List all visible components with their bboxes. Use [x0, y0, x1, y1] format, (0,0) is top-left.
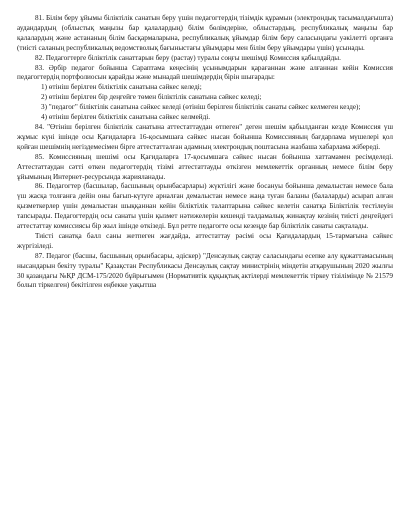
paragraph-85: 85. Комиссияның шешімі осы Қағидаларға 17-қосымшаға сәйкес нысан бойынша хаттамамен ресімделеді. Аттестаттаудан сәтті өткен педагогтердің тізімі аттестаттауды өткізген мемлекеттік органның немесе білім беру ұйымының Интернет-ресурсында жарияланады.: [17, 152, 393, 181]
paragraph-82: 82. Педагогтерге біліктілік санаттарын беру (растау) туралы соңғы шешімді Комиссия қабылдайды.: [35, 53, 341, 62]
list-item: 1) өтініш берілген біліктілік санатына сәйкес келеді;: [41, 83, 202, 92]
list-item: 4) өтініш берілген біліктілік санатына сәйкес келмейді.: [41, 113, 211, 122]
paragraph-84: 84. "Өтініш берілген біліктілік санатына аттестаттаудан өтпеген" деген шешім қабылданған кезде Комиссия үш жұмыс күні ішінде осы Қағидаларға 16-қосымшаға сәйкес нысан бойынша Комиссияның бағдарлама мүшелері қол қойған шешімнің негіздемесімен бірге аттестатталған адамның электрондық поштасына жазбаша хабарлама жібереді.: [17, 122, 393, 151]
paragraph-87: 87. Педагог (басшы, басшының орынбасары, әдіскер) "Денсаулық сақтау саласындағы есепке алу құжаттамасының нысандарын бекіту туралы" Қазақстан Республикасы Денсаулық сақтау министрінің міндетін атқарушының 2020 жылғы 30 қазандағы №ҚР ДСМ-175/2020 бұйрығымен (Нормативтік құқықтық актілерді мемлекеттік тіркеу тізілімінде № 21579 болып тіркелген) бекітілген еңбекке уақытша: [17, 251, 393, 290]
paragraph-81: 81. Білім беру ұйымы біліктілік санатын беру үшін педагогтердің тізімдік құрамын (электрондық тасымалдағышта) аудандардың (облыстық маңызы бар қалалардың) білім бөлімдеріне, облыстардың, республикалық маңызы бар қалалардың және астананың білім басқармаларына, республикалық ұйымдар білім беру саласындағы уәкілетті органға (тиісті саланың республикалық ведомстволық бағыныстағы ұйымдары мен білім беру ұйымдары үшін) ұсынады.: [17, 14, 393, 52]
list-item: 3) "педагог" біліктілік санатына сәйкес келеді (өтініш берілген біліктілік санаты сәйкес келмеген кезде);: [41, 103, 361, 112]
paragraph-86-continued: Тиісті санатқа балл саны жетпеген жағдайда, аттестаттау рәсімі осы Қағидалардың 15-тармағына сәйкес жүргізіледі.: [17, 231, 393, 250]
paragraph-83: 83. Әрбір педагог бойынша Сараптама кеңесінің ұсынымдарын қарағаннан және алғаннан кейін Комиссия педагогтердің портфолиосын қарайды және мынадай шешімдердің бірін шығарады:: [17, 63, 393, 82]
paragraph-86: 86. Педагогтер (басшылар, басшының орынбасарлары) жүктілігі және босануы бойынша демалыстан немесе бала үш жасқа толғанға дейін оны бағып-күтуге арналған демалыстан немесе жаңа туған баланы (балаларды) асырап алған қызметкерлер үшін демалыстан шыққаннан кейін біліктілік талаптарына сәйкес келетін санатқа Біліктілік тестілеуін тапсырады. Педагогтердің осы санаты үшін қызмет нәтижелерін кешенді талдамалық жинақтау кезінің тиісті деңгейдегі аттестаттау комиссиясы бір жыл ішінде өткізеді. Бұл ретте педагогте осы кезеңде бар біліктілік санаты сақталады.: [17, 182, 393, 231]
list-item: 2) өтініш берілген бір деңгейге төмен біліктілік санатына сәйкес келеді;: [41, 93, 262, 102]
